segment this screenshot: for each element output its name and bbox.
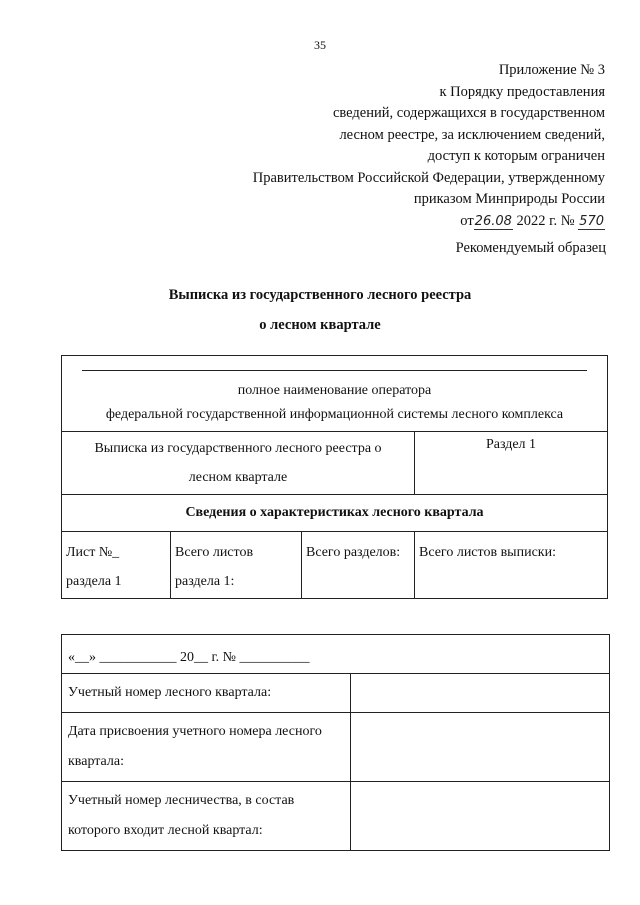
- operator-caption-1: полное наименование оператора: [237, 383, 432, 398]
- appendix-line: к Порядку предоставления: [439, 83, 605, 100]
- total-sheets-section-cell: Всего листов раздела 1:: [171, 532, 302, 599]
- order-year: 2022 г. №: [516, 212, 575, 229]
- forestry-number-label: Учетный номер лесничества, в состав которого входит лесной квартал:: [62, 782, 351, 851]
- title-line-1: Выписка из государственного лесного реестра: [168, 287, 472, 303]
- sample-label: Рекомендуемый образец: [455, 240, 606, 256]
- appendix-line: сведений, содержащихся в государственном: [332, 105, 605, 121]
- date-number-line: «__» ___________ 20__ г. № __________: [62, 635, 610, 674]
- assignment-date-value: [351, 713, 610, 782]
- appendix-line: лесном реестре, за исключением сведений,: [339, 126, 605, 143]
- accounting-number-label: Учетный номер лесного квартала:: [62, 674, 351, 713]
- document-title: [0, 283, 640, 337]
- extract-label-cell: Выписка из государственного лесного реестра о лесном квартале: [62, 432, 415, 495]
- forestry-number-value: [351, 782, 610, 851]
- page-number: 35: [314, 38, 326, 52]
- appendix-line: доступ к которым ограничен: [427, 148, 605, 164]
- data-table: [61, 634, 610, 851]
- order-prefix: от: [460, 212, 474, 229]
- section-heading: Сведения о характеристиках лесного квартала: [62, 495, 608, 532]
- table-row: [62, 782, 610, 851]
- appendix-line: Правительством Российской Федерации, утвержденному: [252, 169, 605, 186]
- handwritten-order-number: 570: [579, 213, 604, 229]
- appendix-line: Приложение № 3: [498, 62, 605, 78]
- title-line-2: о лесном квартале: [259, 317, 381, 333]
- total-sections-cell: Всего разделов:: [302, 532, 415, 599]
- operator-name-line: [82, 370, 587, 371]
- section-label-cell: Раздел 1: [415, 432, 608, 495]
- sheet-number-cell: Лист №_ раздела 1: [62, 532, 171, 599]
- appendix-line: приказом Минприроды России: [413, 191, 605, 207]
- header-table: [61, 355, 608, 599]
- table-row: [62, 713, 610, 782]
- assignment-date-label: Дата присвоения учетного номера лесного квартала:: [62, 713, 351, 782]
- table-row: [62, 674, 610, 713]
- operator-cell: [62, 356, 608, 432]
- accounting-number-value: [351, 674, 610, 713]
- operator-caption-2: федеральной государственной информационной системы лесного комплекса: [105, 407, 564, 422]
- appendix-block: [253, 60, 605, 232]
- handwritten-order-date: 26.08: [474, 213, 512, 229]
- order-reference: [253, 211, 605, 233]
- total-sheets-extract-cell: Всего листов выписки:: [415, 532, 608, 599]
